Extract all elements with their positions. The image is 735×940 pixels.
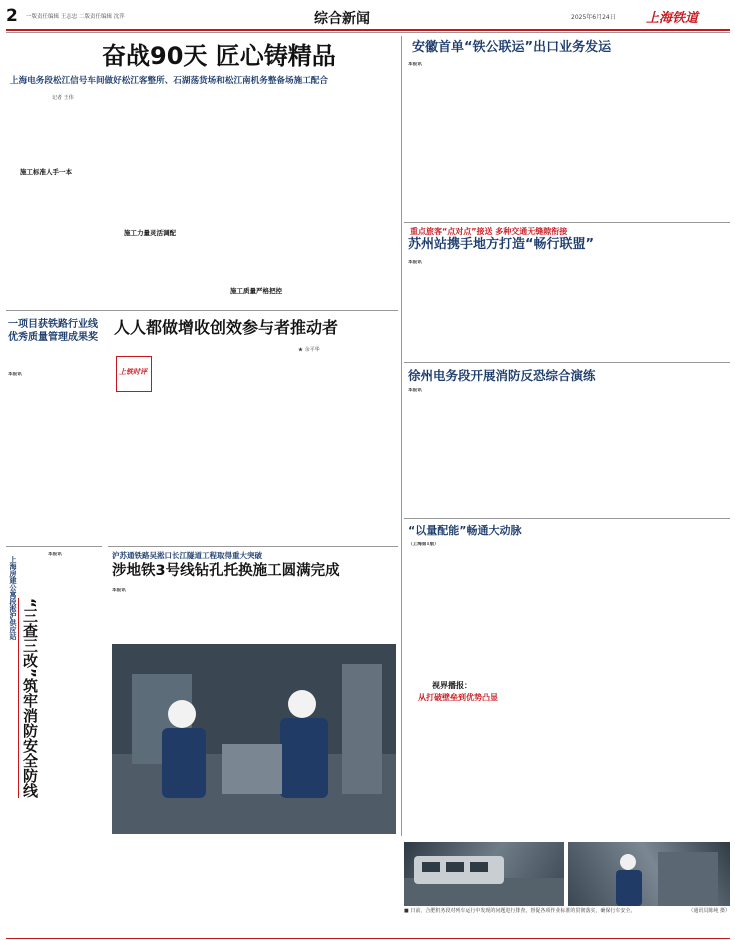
photo-news-headline: 视界播报： (432, 681, 472, 690)
xuzhou-article (404, 364, 730, 516)
masthead-rule (6, 29, 730, 31)
lead-subhead-1: 施工标准人手一本 (20, 168, 72, 176)
tunnel-source: 本报讯 (112, 588, 126, 593)
photo-caption (404, 908, 730, 936)
left-mid-source: 本报讯 (8, 372, 22, 377)
tunnel-kicker: 沪苏通铁路吴淞口长江隧道工程取得重大突破 (112, 551, 262, 560)
lead-subhead-2: 施工力量灵活调配 (124, 229, 176, 237)
tunnel-headline: 涉地铁3号线钻孔托换施工圆满完成 (112, 563, 340, 579)
suzhou-body-3 (620, 260, 726, 358)
commentary-body-3 (320, 356, 396, 540)
suzhou-source: 本报讯 (408, 260, 422, 265)
tunnel-body-2 (184, 588, 252, 640)
suzhou-kicker: 重点旅客“点对点”接送 多种交通无缝隙衔接 (410, 227, 568, 236)
worker-photo-illustration (112, 644, 396, 834)
yihuan-body-3 (620, 542, 726, 838)
lead-subhead-3: 施工质量严格把控 (230, 287, 282, 295)
commentary-article (108, 312, 398, 544)
commentary-byline: ★ 余平华 (298, 347, 320, 353)
rule-suzhou (404, 222, 730, 223)
lead-article (6, 36, 398, 308)
left-vertical-source: 本报讯 (48, 552, 62, 557)
paper-name: 上海铁道 (646, 11, 699, 26)
yihuan-source: （上海第1版） (408, 542, 439, 547)
yihuan-body-2 (514, 542, 616, 838)
commentary-column-tag (116, 356, 152, 392)
right-top-article (404, 36, 730, 220)
left-mid-body (8, 372, 100, 540)
bottom-photo-2 (568, 842, 730, 906)
tunnel-article (108, 548, 398, 838)
xuzhou-body-2 (514, 388, 616, 512)
lead-byline: 记者 王伟 (52, 95, 74, 101)
section-name: 综合新闻 (314, 11, 370, 27)
left-mid-article (6, 312, 102, 544)
rule-left-mid (6, 310, 398, 311)
rule-yihuan (404, 518, 730, 519)
lead-body-col3 (212, 102, 306, 282)
commentary-body-2 (238, 356, 314, 540)
page-number: 2 (6, 6, 18, 26)
left-mid-headline: 一项目获铁路行业线优秀质量管理成果奖 (8, 319, 98, 343)
right-top-headline: 安徽首单“铁公联运”出口业务发运 (412, 40, 612, 55)
lead-body-col2 (114, 102, 208, 230)
yihuan-article (404, 520, 730, 838)
masthead-rule-thin (6, 32, 730, 33)
right-top-body-2 (514, 62, 616, 218)
lead-body-col4 (310, 102, 398, 298)
yihuan-headline: “以量配能”畅通大动脉 (408, 524, 522, 537)
lead-body-col2b (114, 238, 208, 298)
commentary-column-tag-text: 上铁时评 (119, 368, 147, 376)
lead-headline: 奋战90天 匠心铸精品 (102, 42, 336, 70)
left-vertical-kicker: 上海房建公寓段淞沪供应站 (9, 556, 17, 640)
suzhou-body-1 (408, 260, 510, 358)
masthead (6, 6, 730, 28)
lead-subtitle: 上海电务段松江信号车间做好松江客整所、石湖荡货场和松江南机务整备场施工配合 (10, 76, 328, 86)
rule-tunnel (108, 546, 398, 547)
suzhou-headline: 苏州站携手地方打造“畅行联盟” (408, 237, 595, 252)
lead-body-col1b (14, 176, 108, 298)
bottom-photo-1 (404, 842, 564, 906)
tunnel-photo (112, 644, 396, 834)
photo-caption-text: ■ 日前，合肥机务段对列车运行中发现的问题进行排查，督促各项作业标准的贯彻落实，确保行车安全。 (404, 908, 636, 914)
photo-credit: （通讯员陈纯 摄） (688, 908, 730, 914)
tunnel-body-3 (256, 588, 324, 640)
rule-xuzhou (404, 362, 730, 363)
suzhou-article (404, 224, 730, 362)
footer-rule (6, 938, 730, 939)
xuzhou-body-3 (620, 388, 726, 512)
suzhou-body-2 (514, 260, 616, 358)
xuzhou-headline: 徐州电务段开展消防反恐综合演练 (408, 368, 596, 383)
inspection-photo-illustration (568, 842, 730, 906)
right-top-source: 本报讯 (408, 62, 422, 67)
train-photo-illustration (404, 842, 564, 906)
left-vertical-article (6, 548, 102, 838)
xuzhou-source: 本报讯 (408, 388, 422, 393)
yihuan-body-1 (408, 542, 510, 672)
issue-date: 2025年6月24日 (571, 14, 616, 21)
xuzhou-body-1 (408, 388, 510, 512)
left-vertical-headline: “三查三改”筑牢消防安全防线 (18, 598, 39, 798)
tunnel-body-1 (112, 588, 180, 640)
left-vertical-body-2 (48, 688, 100, 834)
tunnel-body-4 (328, 588, 396, 640)
photo-news-subtitle: 从打破壁垒到优势凸显 (418, 693, 498, 702)
right-top-body-3 (620, 62, 726, 218)
editor-line: 一版责任编辑 王志忠 二版责任编辑 沈萍 (26, 14, 125, 20)
column-divider (401, 36, 402, 836)
commentary-body-1 (156, 356, 232, 540)
left-vertical-body-1 (48, 552, 100, 682)
rule-left-vertical (6, 546, 102, 547)
commentary-headline: 人人都做增收创效参与者推动者 (114, 318, 339, 337)
right-top-body-1 (408, 62, 510, 218)
photo-news-body (408, 706, 510, 838)
